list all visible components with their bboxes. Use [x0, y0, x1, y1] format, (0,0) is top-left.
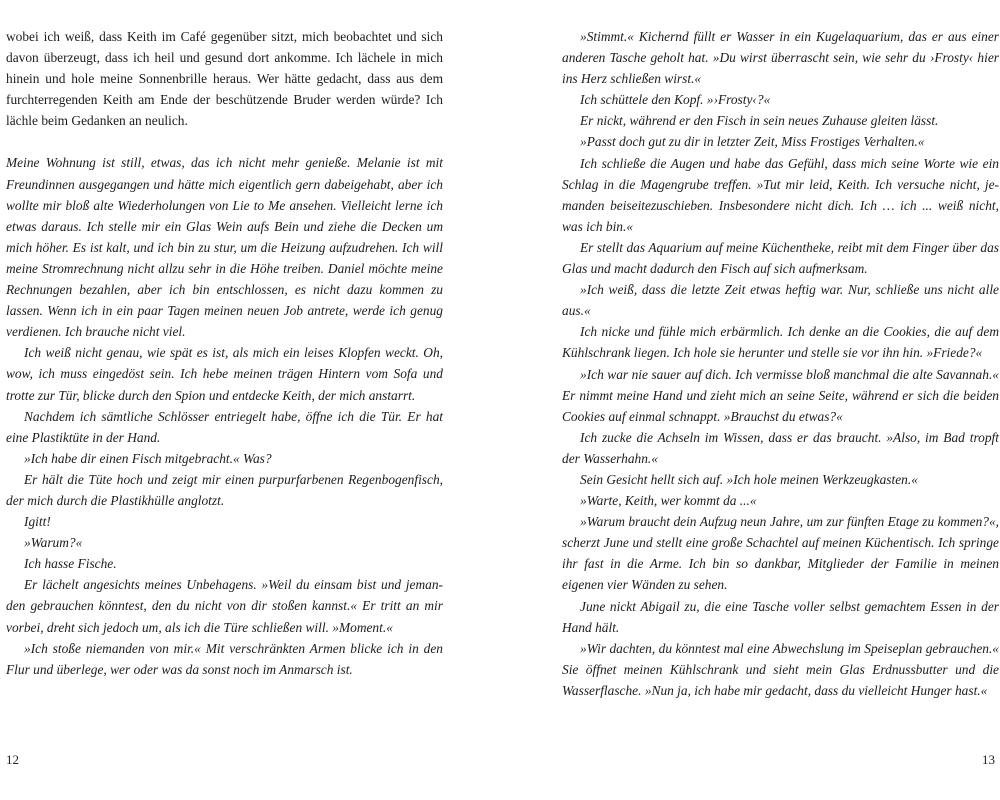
paragraph: »Warum braucht dein Aufzug neun Jahre, um zur fünften Etage zu kommen?«, scherzt June und stellt eine große Schachtel auf meinen Küchentisch. Ich springe ihr fast in die Arme. Ich bin so dankbar, Mitglieder der Familie in meinen eigenen vier Wänden zu sehen.	[562, 514, 999, 593]
paragraph: »Passt doch gut zu dir in letzter Zeit, Miss Frostiges Verhalten.«	[580, 134, 925, 150]
paragraph: Er stellt das Aquarium auf meine Küchentheke, reibt mit dem Finger über das Glas und macht dadurch den Fisch auf sich aufmerksam.	[562, 239, 999, 277]
left-page	[6, 26, 443, 680]
paragraph: Nachdem ich sämtliche Schlösser entriegelt habe, öffne ich die Tür. Er hat eine Plastiktüte in der Hand.	[6, 408, 443, 445]
paragraph: Igitt!	[24, 514, 51, 530]
page-number: 13	[982, 752, 995, 767]
paragraph: »Ich weiß, dass die letzte Zeit etwas heftig war. Nur, schließe uns nicht alle aus.«	[562, 282, 999, 319]
paragraph: Ich weiß nicht genau, wie spät es ist, als mich ein leises Klopfen weckt. Oh, wow, ich muss eingedöst sein. Ich hebe meinen trägen Hintern vom Sofa und trotte zur Tür, blicke durch den Spion und entdecke Keith, der mich anstarrt.	[6, 345, 443, 403]
paragraph: Er nickt, während er den Fisch in sein neues Zuhause gleiten lässt.	[580, 113, 939, 129]
paragraph: June nickt Abigail zu, die eine Tasche voller selbst gemachtem Essen in der Hand hält.	[562, 598, 999, 635]
paragraph: »Wir dachten, du könntest mal eine Abwechslung im Speiseplan gebrauchen.« Sie öffnet meinen Kühlschrank und sieht mein Glas Erdnussbutter und die Wasserflasche. »Nun ja, ich habe mir gedacht, dass du vielleicht Hunger hast.«	[562, 640, 999, 698]
paragraph: Er hält die Tüte hoch und zeigt mir einen purpurfarbenen Regenbogenfisch, der mich durch die Plastikhülle anglotzt.	[6, 471, 443, 508]
paragraph: Sein Gesicht hellt sich auf. »Ich hole meinen Werkzeugkasten.«	[580, 471, 918, 487]
paragraph: Meine Wohnung ist still, etwas, das ich nicht mehr genieße. Melanie ist mit Freundinnen ausgegangen und hätte mich eigentlich gern dabeigehabt, aber ich wollte mir bloß alte Wiederholungen von Lie to Me ansehen. Vielleicht lerne ich etwas daraus. Ich stelle mir ein Glas Wein aufs Bein und ziehe die Decken um mich höher. Es ist kalt, und ich bin zu stur, um die Heizung aufzudrehen. Ich will meine Stromrechnung nicht allzu sehr in die Höhe treiben. Daniel möchte meine Rechnungen bezahlen, aber ich bin entschlossen, es nicht dazu kommen zu lassen. Wenn ich in ein paar Tagen meinen neuen Job antrete, werde ich genug verdienen. Ich brauche nicht viel.	[6, 155, 443, 340]
paragraph: wobei ich weiß, dass Keith im Café gegenüber sitzt, mich beobachtet und sich davon überzeugt, dass ich heil und gesund dort ankomme. Ich lächele in mich hinein und hole meine Sonnenbrille heraus. Wer hätte gedacht, dass aus dem furchterregenden Keith am Ende der beschützende Bruder werden würde? Ich lächle beim Gedanken an neulich.	[6, 29, 443, 129]
paragraph: »Ich habe dir einen Fisch mitgebracht.« Was?	[24, 450, 272, 466]
right-page	[562, 26, 999, 701]
paragraph: »Stimmt.« Kichernd füllt er Wasser in ein Kugelaquarium, das er aus einer anderen Tasche geholt hat. »Du wirst überrascht sein, wie sehr du ›Frosty‹ hier ins Herz schließen wirst.«	[562, 29, 999, 87]
paragraph: »Warum?«	[24, 535, 83, 551]
paragraph: Ich schließe die Augen und habe das Gefühl, dass mich seine Worte wie ein Schlag in die Magengrube treffen. »Tut mir leid, Keith. Ich versuche nicht, jemanden beiseitezuschieben. Insbesondere nicht dich. Ich … ich ... weiß nicht, was ich bin.«	[562, 155, 999, 234]
paragraph: »Ich stoße niemanden von mir.« Mit verschränkten Armen blicke ich in den Flur und überlege, wer oder was da sonst noch im Anmarsch ist.	[6, 640, 443, 677]
paragraph: Ich zucke die Achseln im Wissen, dass er das braucht. »Also, im Bad tropft der Wasserhahn.«	[562, 429, 999, 466]
paragraph: Ich schüttele den Kopf. »›Frosty‹?«	[580, 92, 771, 108]
page-number: 12	[6, 752, 19, 767]
paragraph: Ich hasse Fische.	[24, 556, 117, 572]
paragraph: Ich nicke und fühle mich erbärmlich. Ich denke an die Cookies, die auf dem Kühlschrank liegen. Ich hole sie herunter und stelle sie vor ihn hin. »Friede?«	[562, 324, 999, 361]
paragraph: »Warte, Keith, wer kommt da ...«	[580, 493, 757, 509]
paragraph: »Ich war nie sauer auf dich. Ich vermisse bloß manchmal die alte Savannah.« Er nimmt meine Hand und zieht mich an seine Seite, während er sich die beiden Cookies auf einmal schnappt. »Brauchst du etwas?«	[562, 366, 999, 424]
paragraph: Er lächelt angesichts meines Unbehagens. »Weil du einsam bist und jemanden gebrauchen könntest, den du nicht von dir stoßen kannst.« Er tritt an mir vorbei, dreht sich jedoch um, als ich die Türe schließen will. »Moment.«	[6, 577, 443, 635]
